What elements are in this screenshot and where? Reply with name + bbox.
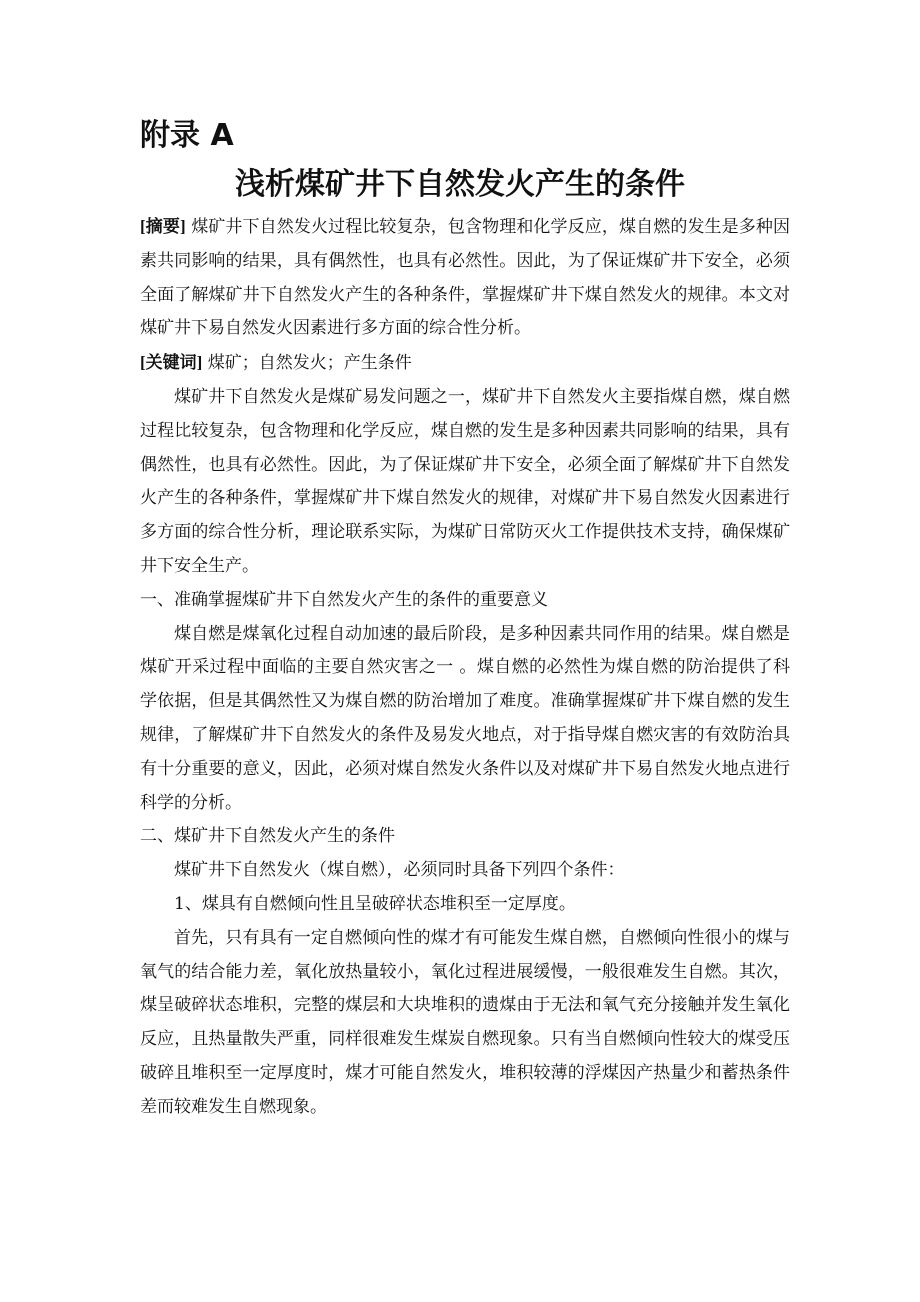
abstract-tag: [摘要] bbox=[140, 217, 186, 236]
keywords bbox=[140, 346, 790, 381]
keywords-text: 煤矿；自然发火；产生条件 bbox=[202, 353, 412, 374]
condition-1-paragraph: 首先，只有具有一定自燃倾向性的煤才有可能发生煤自燃，自燃倾向性很小的煤与氧气的结合能力差，氧化放热量较小，氧化过程进展缓慢，一般很难发生自燃。其次，煤呈破碎状态堆积，完整的煤层和大块堆积的遗煤由于无法和氧气充分接触并发生氧化反应，且热量散失严重，同样很难发生煤炭自燃现象。只有当自燃倾向性较大的煤受压破碎且堆积至一定厚度时，煤才可能自然发火，堆积较薄的浮煤因产热量少和蓄热条件差而较难发生自燃现象。 bbox=[140, 927, 790, 1117]
appendix-label: 附录 A bbox=[140, 118, 234, 153]
paper-title: 浅析煤矿井下自然发火产生的条件 bbox=[235, 167, 685, 202]
section-heading-2: 二、煤矿井下自然发火产生的条件 bbox=[140, 826, 395, 847]
abstract bbox=[140, 210, 790, 346]
section-1-paragraph: 煤自燃是煤氧化过程自动加速的最后阶段，是多种因素共同作用的结果。煤自燃是煤矿开采过程中面临的主要自然灾害之一 。煤自燃的必然性为煤自燃的防治提供了科学依据，但是其偶然性又为煤自燃的防治增加了难度。准确掌握煤矿井下煤自燃的发生规律，了解煤矿井下自然发火的条件及易发火地点，对于指导煤自燃灾害的有效防治具有十分重要的意义，因此，必须对煤自然发火条件以及对煤矿井下易自然发火地点进行科学的分析。 bbox=[140, 623, 790, 813]
intro-paragraph: 煤矿井下自然发火是煤矿易发问题之一，煤矿井下自然发火主要指煤自燃，煤自燃过程比较复杂，包含物理和化学反应，煤自燃的发生是多种因素共同影响的结果，具有偶然性，也具有必然性。因此，为了保证煤矿井下安全，必须全面了解煤矿井下自然发火产生的各种条件，掌握煤矿井下煤自然发火的规律，对煤矿井下易自然发火因素进行多方面的综合性分析，理论联系实际，为煤矿日常防灭火工作提供技术支持，确保煤矿井下安全生产。 bbox=[140, 386, 790, 576]
keywords-tag: [关键词] bbox=[140, 353, 203, 373]
paper-body bbox=[140, 210, 790, 1125]
condition-1-heading: 1、煤具有自燃倾向性且呈破碎状态堆积至一定厚度。 bbox=[174, 893, 576, 914]
abstract-text: 煤矿井下自然发火过程比较复杂，包含物理和化学反应，煤自燃的发生是多种因素共同影响的结果，具有偶然性，也具有必然性。因此，为了保证煤矿井下安全，必须全面了解煤矿井下自然发火产生的各种条件，掌握煤矿井下煤自然发火的规律。本文对煤矿井下易自然发火因素进行多方面的综合性分析。 bbox=[140, 217, 791, 339]
section-heading-1: 一、准确掌握煤矿井下自然发火产生的条件的重要意义 bbox=[140, 589, 548, 610]
section-2-intro: 煤矿井下自然发火（煤自燃），必须同时具备下列四个条件： bbox=[174, 860, 625, 881]
